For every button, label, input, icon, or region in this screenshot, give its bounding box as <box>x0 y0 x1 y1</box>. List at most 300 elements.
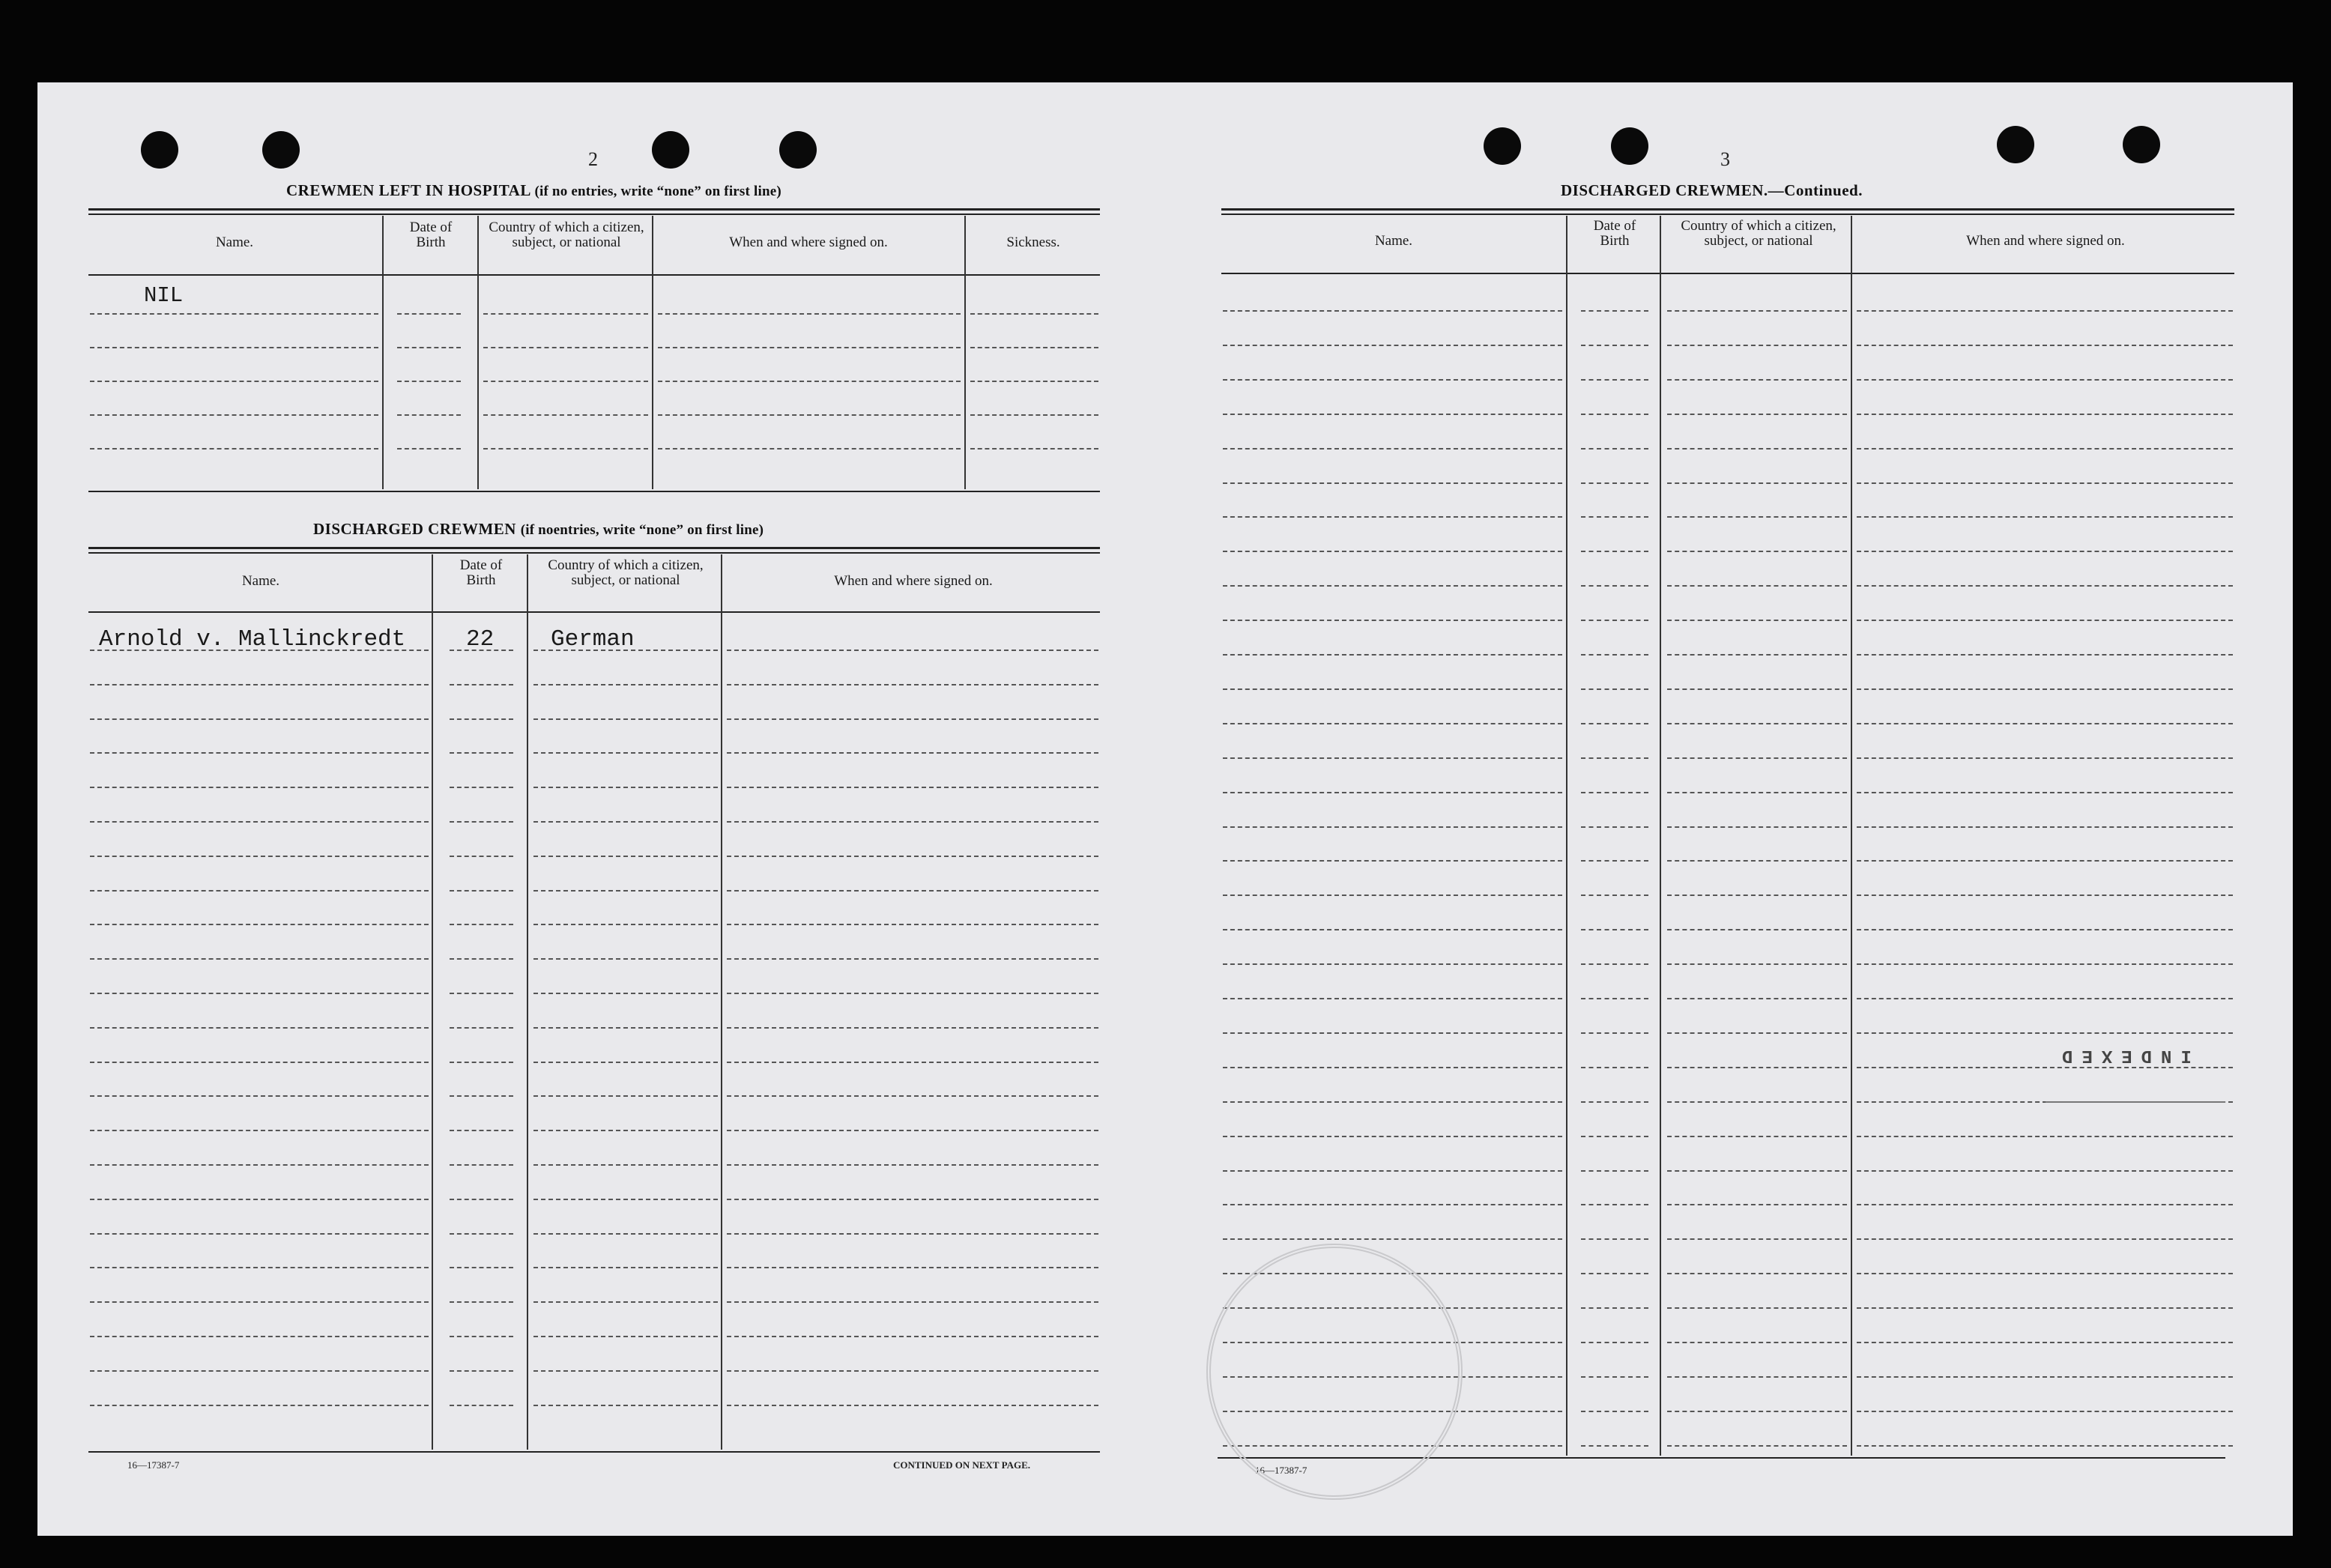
ruled-line <box>1667 998 1847 999</box>
ruled-line <box>1667 826 1847 828</box>
ruled-line <box>1581 1238 1648 1240</box>
punch-hole <box>262 131 300 169</box>
ruled-line <box>1857 379 2233 381</box>
ruled-line <box>533 1301 718 1303</box>
ruled-line <box>658 347 961 348</box>
right-header-rule <box>1221 273 2234 274</box>
ruled-line <box>1581 1445 1648 1447</box>
ruled-line <box>658 414 961 416</box>
ruled-line <box>1857 929 2233 930</box>
ruled-line <box>1223 585 1562 587</box>
hospital-col-dob: Date of Birth <box>409 220 453 250</box>
ruled-line <box>1857 1238 2233 1240</box>
ruled-line <box>90 993 429 994</box>
ruled-line <box>533 1027 718 1029</box>
ruled-line <box>727 1027 1098 1029</box>
ruled-line <box>1667 345 1847 346</box>
hospital-top-rule-2 <box>88 214 1100 215</box>
right-section-title: DISCHARGED CREWMEN.—Continued. <box>1561 181 1863 199</box>
ruled-line <box>533 1370 718 1372</box>
ruled-line <box>1667 1376 1847 1378</box>
ruled-line <box>90 821 429 823</box>
ruled-line <box>1857 551 2233 552</box>
ruled-line <box>450 1233 513 1235</box>
ruled-line <box>1223 723 1562 724</box>
ruled-line <box>450 1062 513 1063</box>
ruled-line <box>483 381 648 382</box>
ruled-line <box>1857 620 2233 621</box>
ruled-line <box>1223 792 1562 793</box>
hospital-col-signed: When and where signed on. <box>729 234 888 250</box>
ruled-line <box>727 1062 1098 1063</box>
ruled-line <box>1857 310 2233 312</box>
ruled-line <box>1223 1204 1562 1205</box>
ruled-line <box>1223 620 1562 621</box>
ruled-line <box>90 718 429 720</box>
left-bottom-rule <box>88 1451 1100 1453</box>
hospital-col-country: Country of which a citizen, subject, or national <box>489 220 644 250</box>
ruled-line <box>1857 688 2233 690</box>
ruled-line <box>1581 482 1648 484</box>
ruled-line <box>1857 516 2233 518</box>
ruled-line <box>1667 1342 1847 1343</box>
ruled-line <box>1581 414 1648 415</box>
hospital-col-sickness: Sickness. <box>1006 234 1060 250</box>
ruled-line <box>1667 379 1847 381</box>
ruled-line <box>533 924 718 925</box>
ruled-line <box>1581 1032 1648 1034</box>
ruled-line <box>1667 757 1847 759</box>
ruled-line <box>1667 310 1847 312</box>
ruled-line <box>1857 963 2233 965</box>
ruled-line <box>1857 482 2233 484</box>
ruled-line <box>533 1095 718 1097</box>
ruled-line <box>1581 1101 1648 1103</box>
ruled-line <box>533 890 718 892</box>
ruled-line <box>727 1130 1098 1131</box>
ruled-line <box>533 1130 718 1131</box>
ruled-line <box>483 347 648 348</box>
hospital-divider <box>964 216 966 489</box>
ruled-line <box>727 924 1098 925</box>
ruled-line <box>1223 1067 1562 1068</box>
hospital-col-name: Name. <box>215 234 254 250</box>
ruled-line <box>1667 1032 1847 1034</box>
ruled-line <box>533 1199 718 1200</box>
ruled-line <box>90 1130 429 1131</box>
ruled-line <box>90 1370 429 1372</box>
ruled-line <box>727 684 1098 685</box>
discharged-title-text: DISCHARGED CREWMEN <box>313 520 516 538</box>
ruled-line <box>1667 1445 1847 1447</box>
hospital-divider <box>652 216 653 489</box>
ruled-line <box>970 347 1098 348</box>
ruled-line <box>1667 585 1847 587</box>
ruled-line <box>533 856 718 857</box>
discharged-col-name: Name. <box>241 573 280 589</box>
ruled-line <box>727 650 1098 651</box>
ruled-line <box>450 787 513 788</box>
ruled-line <box>1223 1136 1562 1137</box>
ruled-line <box>1581 1411 1648 1412</box>
ruled-line <box>90 1199 429 1200</box>
ruled-line <box>1667 551 1847 552</box>
ruled-line <box>1223 379 1562 381</box>
ruled-line <box>1667 620 1847 621</box>
ruled-line <box>533 993 718 994</box>
ruled-line <box>1223 963 1562 965</box>
ruled-line <box>450 684 513 685</box>
ruled-line <box>1667 516 1847 518</box>
ruled-line <box>1667 414 1847 415</box>
ruled-line <box>727 993 1098 994</box>
ruled-line <box>450 1199 513 1200</box>
ruled-line <box>1223 414 1562 415</box>
discharged-divider <box>527 554 528 1450</box>
ruled-line <box>658 313 961 315</box>
ruled-line <box>1223 516 1562 518</box>
ruled-line <box>533 821 718 823</box>
ruled-line <box>1667 1136 1847 1137</box>
ruled-line <box>1581 620 1648 621</box>
ruled-line <box>658 448 961 449</box>
hospital-divider <box>477 216 479 489</box>
continued-note: CONTINUED ON NEXT PAGE. <box>893 1459 1030 1471</box>
discharged-entry-name: Arnold v. Mallinckredt <box>99 626 406 653</box>
ruled-line <box>658 381 961 382</box>
ruled-line <box>90 924 429 925</box>
ruled-line <box>90 381 378 382</box>
ruled-line <box>1857 1067 2233 1068</box>
ruled-line <box>1581 895 1648 896</box>
ruled-line <box>727 1405 1098 1406</box>
ruled-line <box>1581 551 1648 552</box>
ruled-line <box>1581 1376 1648 1378</box>
hospital-header-rule <box>88 274 1100 276</box>
stamp-underline <box>2046 1101 2225 1103</box>
ruled-line <box>1667 448 1847 449</box>
ruled-line <box>450 890 513 892</box>
ruled-line <box>1581 998 1648 999</box>
ruled-line <box>1667 723 1847 724</box>
ruled-line <box>1667 1101 1847 1103</box>
discharged-section-title <box>313 520 764 539</box>
ruled-line <box>1223 1101 1562 1103</box>
ruled-line <box>1223 688 1562 690</box>
discharged-top-rule <box>88 547 1100 549</box>
ruled-line <box>1857 1136 2233 1137</box>
ruled-line <box>1581 826 1648 828</box>
ruled-line <box>483 313 648 315</box>
ruled-line <box>90 1095 429 1097</box>
right-col-signed: When and where signed on. <box>1966 233 2125 249</box>
ruled-line <box>533 752 718 754</box>
ruled-line <box>533 1336 718 1337</box>
ruled-line <box>1857 1170 2233 1172</box>
ruled-line <box>727 1095 1098 1097</box>
ruled-line <box>533 1267 718 1268</box>
ruled-line <box>1581 1204 1648 1205</box>
ruled-line <box>90 414 378 416</box>
ruled-line <box>1857 448 2233 449</box>
ruled-line <box>1581 345 1648 346</box>
ruled-line <box>727 1370 1098 1372</box>
ruled-line <box>1581 723 1648 724</box>
discharged-entry-dob: 22 <box>466 626 495 653</box>
ruled-line <box>90 856 429 857</box>
punch-hole <box>1997 126 2034 163</box>
ruled-line <box>1223 757 1562 759</box>
ruled-line <box>533 718 718 720</box>
ruled-line <box>1581 929 1648 930</box>
ruled-line <box>1581 1067 1648 1068</box>
discharged-divider <box>721 554 722 1450</box>
ruled-line <box>1667 963 1847 965</box>
ruled-line <box>483 414 648 416</box>
ruled-line <box>1581 1307 1648 1309</box>
ruled-line <box>90 1062 429 1063</box>
ruled-line <box>1223 826 1562 828</box>
ruled-line <box>1857 895 2233 896</box>
ruled-line <box>450 993 513 994</box>
ruled-line <box>90 1233 429 1235</box>
ruled-line <box>1667 654 1847 656</box>
ruled-line <box>90 787 429 788</box>
ruled-line <box>90 347 378 348</box>
ruled-line <box>1581 1342 1648 1343</box>
ruled-line <box>727 1267 1098 1268</box>
ruled-line <box>1857 1342 2233 1343</box>
ruled-line <box>90 1405 429 1406</box>
right-divider <box>1660 216 1661 1456</box>
punch-hole <box>779 131 817 169</box>
punch-hole <box>1611 127 1648 165</box>
ruled-line <box>1581 963 1648 965</box>
ruled-line <box>90 752 429 754</box>
ruled-line <box>1857 1445 2233 1447</box>
ruled-line <box>1667 1273 1847 1274</box>
ruled-line <box>1581 379 1648 381</box>
ruled-line <box>1667 1411 1847 1412</box>
ruled-line <box>727 718 1098 720</box>
ruled-line <box>1581 310 1648 312</box>
ruled-line <box>1223 1170 1562 1172</box>
ruled-line <box>397 347 461 348</box>
ruled-line <box>1581 585 1648 587</box>
ruled-line <box>1667 688 1847 690</box>
ruled-line <box>1581 757 1648 759</box>
ruled-line <box>1223 929 1562 930</box>
ruled-line <box>450 1336 513 1337</box>
ruled-line <box>450 1164 513 1166</box>
ruled-line <box>1667 1307 1847 1309</box>
ruled-line <box>727 821 1098 823</box>
ruled-line <box>970 448 1098 449</box>
ruled-line <box>533 1233 718 1235</box>
ruled-line <box>970 381 1098 382</box>
ruled-line <box>727 958 1098 960</box>
ruled-line <box>1223 1032 1562 1034</box>
ruled-line <box>1667 929 1847 930</box>
ruled-line <box>1667 482 1847 484</box>
punch-hole <box>2123 126 2160 163</box>
ruled-line <box>1223 482 1562 484</box>
ruled-line <box>1223 895 1562 896</box>
ruled-line <box>450 1405 513 1406</box>
ruled-line <box>1581 516 1648 518</box>
ruled-line <box>1223 310 1562 312</box>
discharged-col-country: Country of which a citizen, subject, or national <box>548 557 704 588</box>
ruled-line <box>727 787 1098 788</box>
ruled-line <box>727 890 1098 892</box>
ruled-line <box>1223 998 1562 999</box>
ruled-line <box>727 752 1098 754</box>
right-col-name: Name. <box>1374 233 1413 249</box>
ruled-line <box>1581 654 1648 656</box>
ruled-line <box>450 1301 513 1303</box>
ruled-line <box>397 448 461 449</box>
ruled-line <box>397 381 461 382</box>
right-divider <box>1851 216 1852 1456</box>
ruled-line <box>1581 792 1648 793</box>
ruled-line <box>1857 860 2233 862</box>
ruled-line <box>1581 688 1648 690</box>
discharged-col-signed: When and where signed on. <box>834 573 993 589</box>
right-form-number: 16—17387-7 <box>1255 1465 1307 1476</box>
ruled-line <box>1857 1273 2233 1274</box>
ruled-line <box>1857 414 2233 415</box>
ruled-line <box>450 1095 513 1097</box>
ruled-line <box>1581 1170 1648 1172</box>
ruled-line <box>450 718 513 720</box>
page-number-left: 2 <box>588 148 598 170</box>
ruled-line <box>1857 1204 2233 1205</box>
hospital-bottom-rule <box>88 491 1100 492</box>
right-col-dob: Date of Birth <box>1593 218 1636 249</box>
hospital-divider <box>382 216 384 489</box>
ruled-line <box>1581 1136 1648 1137</box>
punch-hole <box>652 131 689 169</box>
ruled-line <box>727 856 1098 857</box>
ruled-line <box>1581 448 1648 449</box>
ruled-line <box>1857 345 2233 346</box>
ruled-line <box>1223 1238 1562 1240</box>
ruled-line <box>90 684 429 685</box>
discharged-entry-country: German <box>551 626 635 653</box>
punch-hole <box>1484 127 1521 165</box>
ruled-line <box>533 1062 718 1063</box>
right-top-rule-2 <box>1221 214 2234 215</box>
document-spread <box>37 82 2293 1536</box>
ruled-line <box>450 924 513 925</box>
ruled-line <box>533 787 718 788</box>
ruled-line <box>1857 757 2233 759</box>
ruled-line <box>450 752 513 754</box>
ruled-line <box>90 1301 429 1303</box>
ruled-line <box>727 1233 1098 1235</box>
ruled-line <box>727 1336 1098 1337</box>
ruled-line <box>970 313 1098 315</box>
ruled-line <box>450 1027 513 1029</box>
ruled-line <box>1223 860 1562 862</box>
ruled-line <box>533 1405 718 1406</box>
ruled-line <box>90 1027 429 1029</box>
ruled-line <box>450 1130 513 1131</box>
ruled-line <box>1223 551 1562 552</box>
right-col-country: Country of which a citizen, subject, or national <box>1681 218 1836 249</box>
hospital-top-rule <box>88 208 1100 211</box>
ruled-line <box>90 313 378 315</box>
ruled-line <box>1857 1307 2233 1309</box>
ruled-line <box>1857 826 2233 828</box>
ruled-line <box>483 448 648 449</box>
ruled-line <box>1223 345 1562 346</box>
hospital-instruction: (if no entries, write “none” on first line) <box>534 184 781 199</box>
ruled-line <box>1581 1273 1648 1274</box>
ruled-line <box>1667 1170 1847 1172</box>
ruled-line <box>1667 895 1847 896</box>
ruled-line <box>1667 1204 1847 1205</box>
ruled-line <box>450 821 513 823</box>
discharged-header-rule <box>88 611 1100 613</box>
hospital-section-title <box>286 181 781 200</box>
ruled-line <box>397 313 461 315</box>
faded-seal <box>1206 1244 1463 1500</box>
ruled-line <box>1667 860 1847 862</box>
ruled-line <box>90 1336 429 1337</box>
ruled-line <box>727 1164 1098 1166</box>
ruled-line <box>90 1267 429 1268</box>
ruled-line <box>397 414 461 416</box>
ruled-line <box>1857 1411 2233 1412</box>
ruled-line <box>90 890 429 892</box>
ruled-line <box>533 958 718 960</box>
ruled-line <box>90 958 429 960</box>
ruled-line <box>1223 448 1562 449</box>
ruled-line <box>533 684 718 685</box>
ruled-line <box>727 1301 1098 1303</box>
ruled-line <box>1667 792 1847 793</box>
ruled-line <box>1223 654 1562 656</box>
ruled-line <box>90 1164 429 1166</box>
ruled-line <box>1857 1032 2233 1034</box>
hospital-title-text: CREWMEN LEFT IN HOSPITAL <box>286 181 530 199</box>
discharged-col-dob: Date of Birth <box>459 557 503 588</box>
ruled-line <box>450 1370 513 1372</box>
ruled-line <box>1581 860 1648 862</box>
ruled-line <box>450 1267 513 1268</box>
ruled-line <box>533 1164 718 1166</box>
ruled-line <box>970 414 1098 416</box>
ruled-line <box>1857 792 2233 793</box>
page-number-right: 3 <box>1720 148 1730 170</box>
right-top-rule <box>1221 208 2234 211</box>
ruled-line <box>450 958 513 960</box>
discharged-top-rule-2 <box>88 552 1100 554</box>
discharged-divider <box>432 554 433 1450</box>
indexed-stamp: INDEXED <box>2053 1045 2192 1065</box>
ruled-line <box>90 448 378 449</box>
ruled-line <box>1857 585 2233 587</box>
ruled-line <box>1857 1376 2233 1378</box>
ruled-line <box>1857 723 2233 724</box>
ruled-line <box>727 1199 1098 1200</box>
ruled-line <box>1667 1238 1847 1240</box>
ruled-line <box>1667 1067 1847 1068</box>
ruled-line <box>1857 654 2233 656</box>
ruled-line <box>450 856 513 857</box>
left-form-number: 16—17387-7 <box>127 1459 180 1471</box>
